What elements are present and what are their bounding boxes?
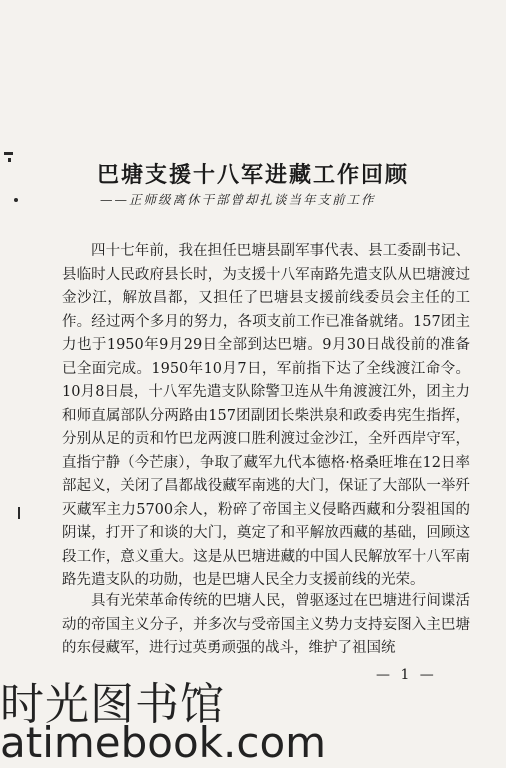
scan-speck [14, 198, 18, 202]
watermark-name: 时光图书馆 [0, 679, 225, 730]
body-paragraph: 具有光荣革命传统的巴塘人民，曾驱逐过在巴塘进行间谍活动的帝国主义分子，并多次与受帝国主义势力支持妄图入主巴塘的东侵藏军，进行过英勇顽强的战斗，维护了祖国统 [62, 593, 470, 656]
article-body [62, 240, 470, 662]
scan-speck [4, 152, 13, 155]
page-number: — 1 — [376, 667, 437, 683]
scan-speck [18, 507, 20, 519]
article-subtitle: ——正师级离休干部曾却扎谈当年支前工作 [100, 192, 376, 207]
article-title: 巴塘支援十八军进藏工作回顾 [96, 162, 409, 188]
watermark-url: atimebook.com [0, 718, 327, 767]
body-paragraph: 四十七年前，我在担任巴塘县副军事代表、县工委副书记、县临时人民政府县长时，为支援十八军南路先遣支队从巴塘渡过金沙江，解放昌都，又担任了巴塘县支援前线委员会主任的工作。经过两个多月的努力，各项支前工作已准备就绪。157团主力也于1950年9月29日全部到达巴塘。9月30日战役前的准备已全面完成。1950年10月7日，军前指下达了全线渡江命令。10月8日晨，十八军先遣支队除警卫连从牛角渡渡江外，团主力和师直属部队分两路由157团副团长柴洪泉和政委冉宪生指挥，分别从足的贡和竹巴龙两渡口胜利渡过金沙江，全歼西岸守军，直指宁静（今芒康），争取了藏军九代本德格·格桑旺堆在12日率部起义，关闭了昌都战役藏军南逃的大门，保证了大部队一举歼灭藏军主力5700余人，粉碎了帝国主义侵略西藏和分裂祖国的阴谋，打开了和谈的大门，奠定了和平解放西藏的基础，回顾这段工作，意义重大。这是从巴塘进藏的中国人民解放军十八军南路先遣支队的功勋，也是巴塘人民全力支援前线的光荣。 [62, 243, 470, 588]
